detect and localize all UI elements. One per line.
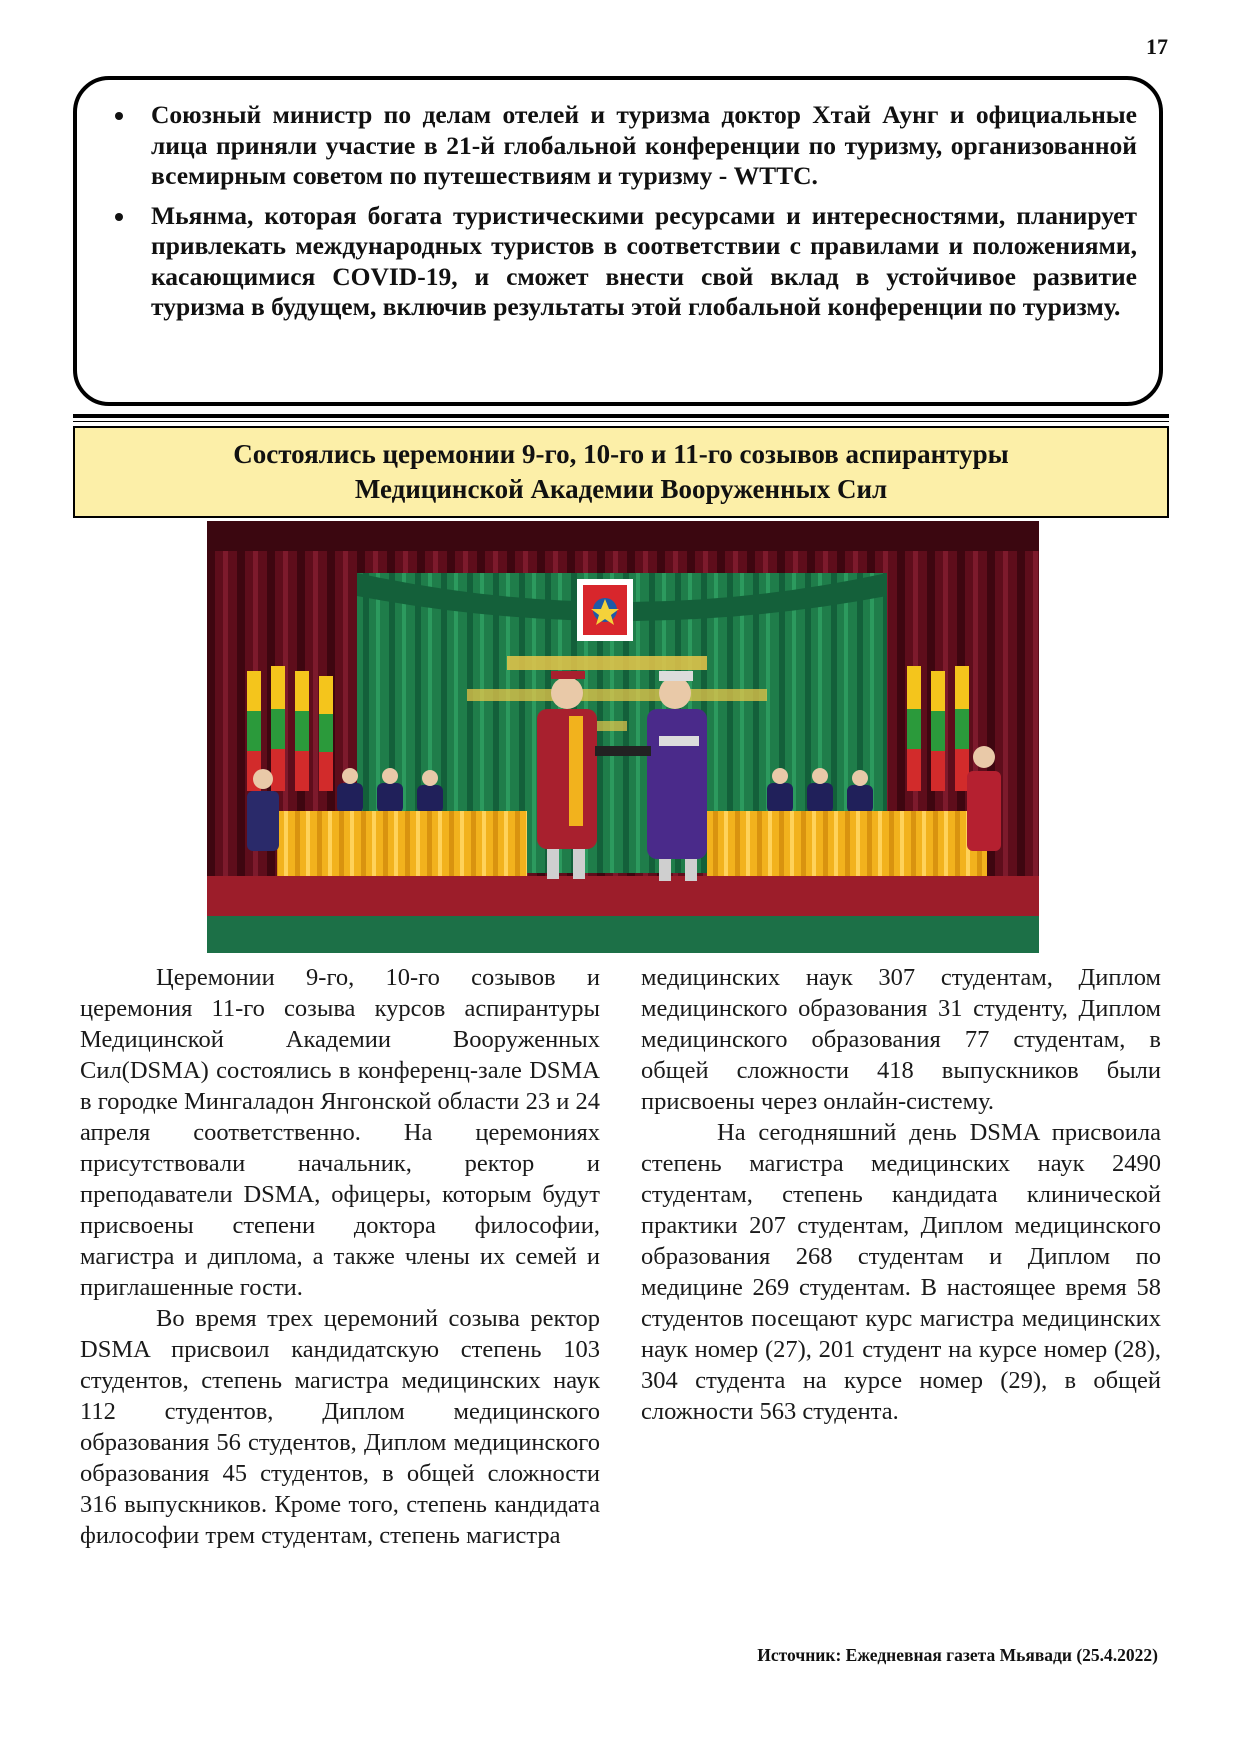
divider-thin xyxy=(73,421,1169,422)
article-right-column xyxy=(641,962,1161,1427)
summary-list xyxy=(97,100,1137,323)
summary-bullet-2: • Мьянма, которая богата туристическими ресурсами и интересностями, планирует привлекать международных туристов в соответствии с правилами и положениями, касающимися COVID-19, и сможет внести свой вклад в устойчивое развитие туризма в будущем, включив результаты этой глобальной конференции по туризму. xyxy=(137,201,1137,323)
ceremony-photo xyxy=(207,521,1039,953)
page-number: 17 xyxy=(1146,34,1168,59)
headline-line-2: Медицинской Академии Вооруженных Сил xyxy=(354,474,888,504)
article-paragraph-3: На сегодняшний день DSMA присвоила степень магистра медицинских наук 2490 студентам, степень кандидата клинической практики 207 студентам, Диплом медицинского образования 268 студентам и Диплом по медицине 269 студентам. В настоящее время 58 студентов посещают курс магистра медицинских наук номер (27), 201 студент на курсе номер (28), 304 студента на курсе номер (29), в общей сложности 563 студента. xyxy=(641,1119,1161,1425)
summary-box xyxy=(73,76,1163,406)
headline-line-1: Состоялись церемонии 9-го, 10-го и 11-го созывов аспирантуры xyxy=(233,439,1009,469)
article-paragraph-2: Во время трех церемоний созыва ректор DSMA присвоил кандидатскую степень 103 студентов, степень магистра медицинских наук 112 студентов, Диплом медицинского образования 56 студентов, Диплом медицинского образования 45 студентов, в общей сложности 316 выпускников. Кроме того, степень кандидата философии трем студентам, степень магистра xyxy=(80,1305,600,1549)
article-paragraph-2-continued: медицинских наук 307 студентам, Диплом медицинского образования 31 студенту, Диплом медицинского образования 77 студентам, в общей сложности 418 выпускников были присвоены через онлайн-систему. xyxy=(641,964,1161,1115)
divider-thick xyxy=(73,414,1169,418)
article-left-column xyxy=(80,962,600,1551)
article-source: Источник: Ежедневная газета Мьявади (25.4.2022) xyxy=(757,1645,1158,1665)
article-paragraph-1: Церемонии 9-го, 10-го созывов и церемония 11-го созыва курсов аспирантуры Медицинской Академии Вооруженных Сил(DSMA) состоялись в конференц-зале DSMA в городке Мингаладон Янгонской области 23 и 24 апреля соответственно. На церемониях присутствовали начальник, ректор и преподаватели DSMA, офицеры, которым будут присвоены степени доктора философии, магистра и диплома, а также члены их семей и приглашенные гости. xyxy=(80,964,600,1301)
summary-bullet-1: • Союзный министр по делам отелей и туризма доктор Хтай Аунг и официальные лица приняли участие в 21-й глобальной конференции по туризму, организованной всемирным советом по путешествиям и туризму - WTTC. xyxy=(137,100,1137,192)
ceremony-photo-illustration xyxy=(207,521,1039,953)
article-headline xyxy=(73,426,1169,518)
